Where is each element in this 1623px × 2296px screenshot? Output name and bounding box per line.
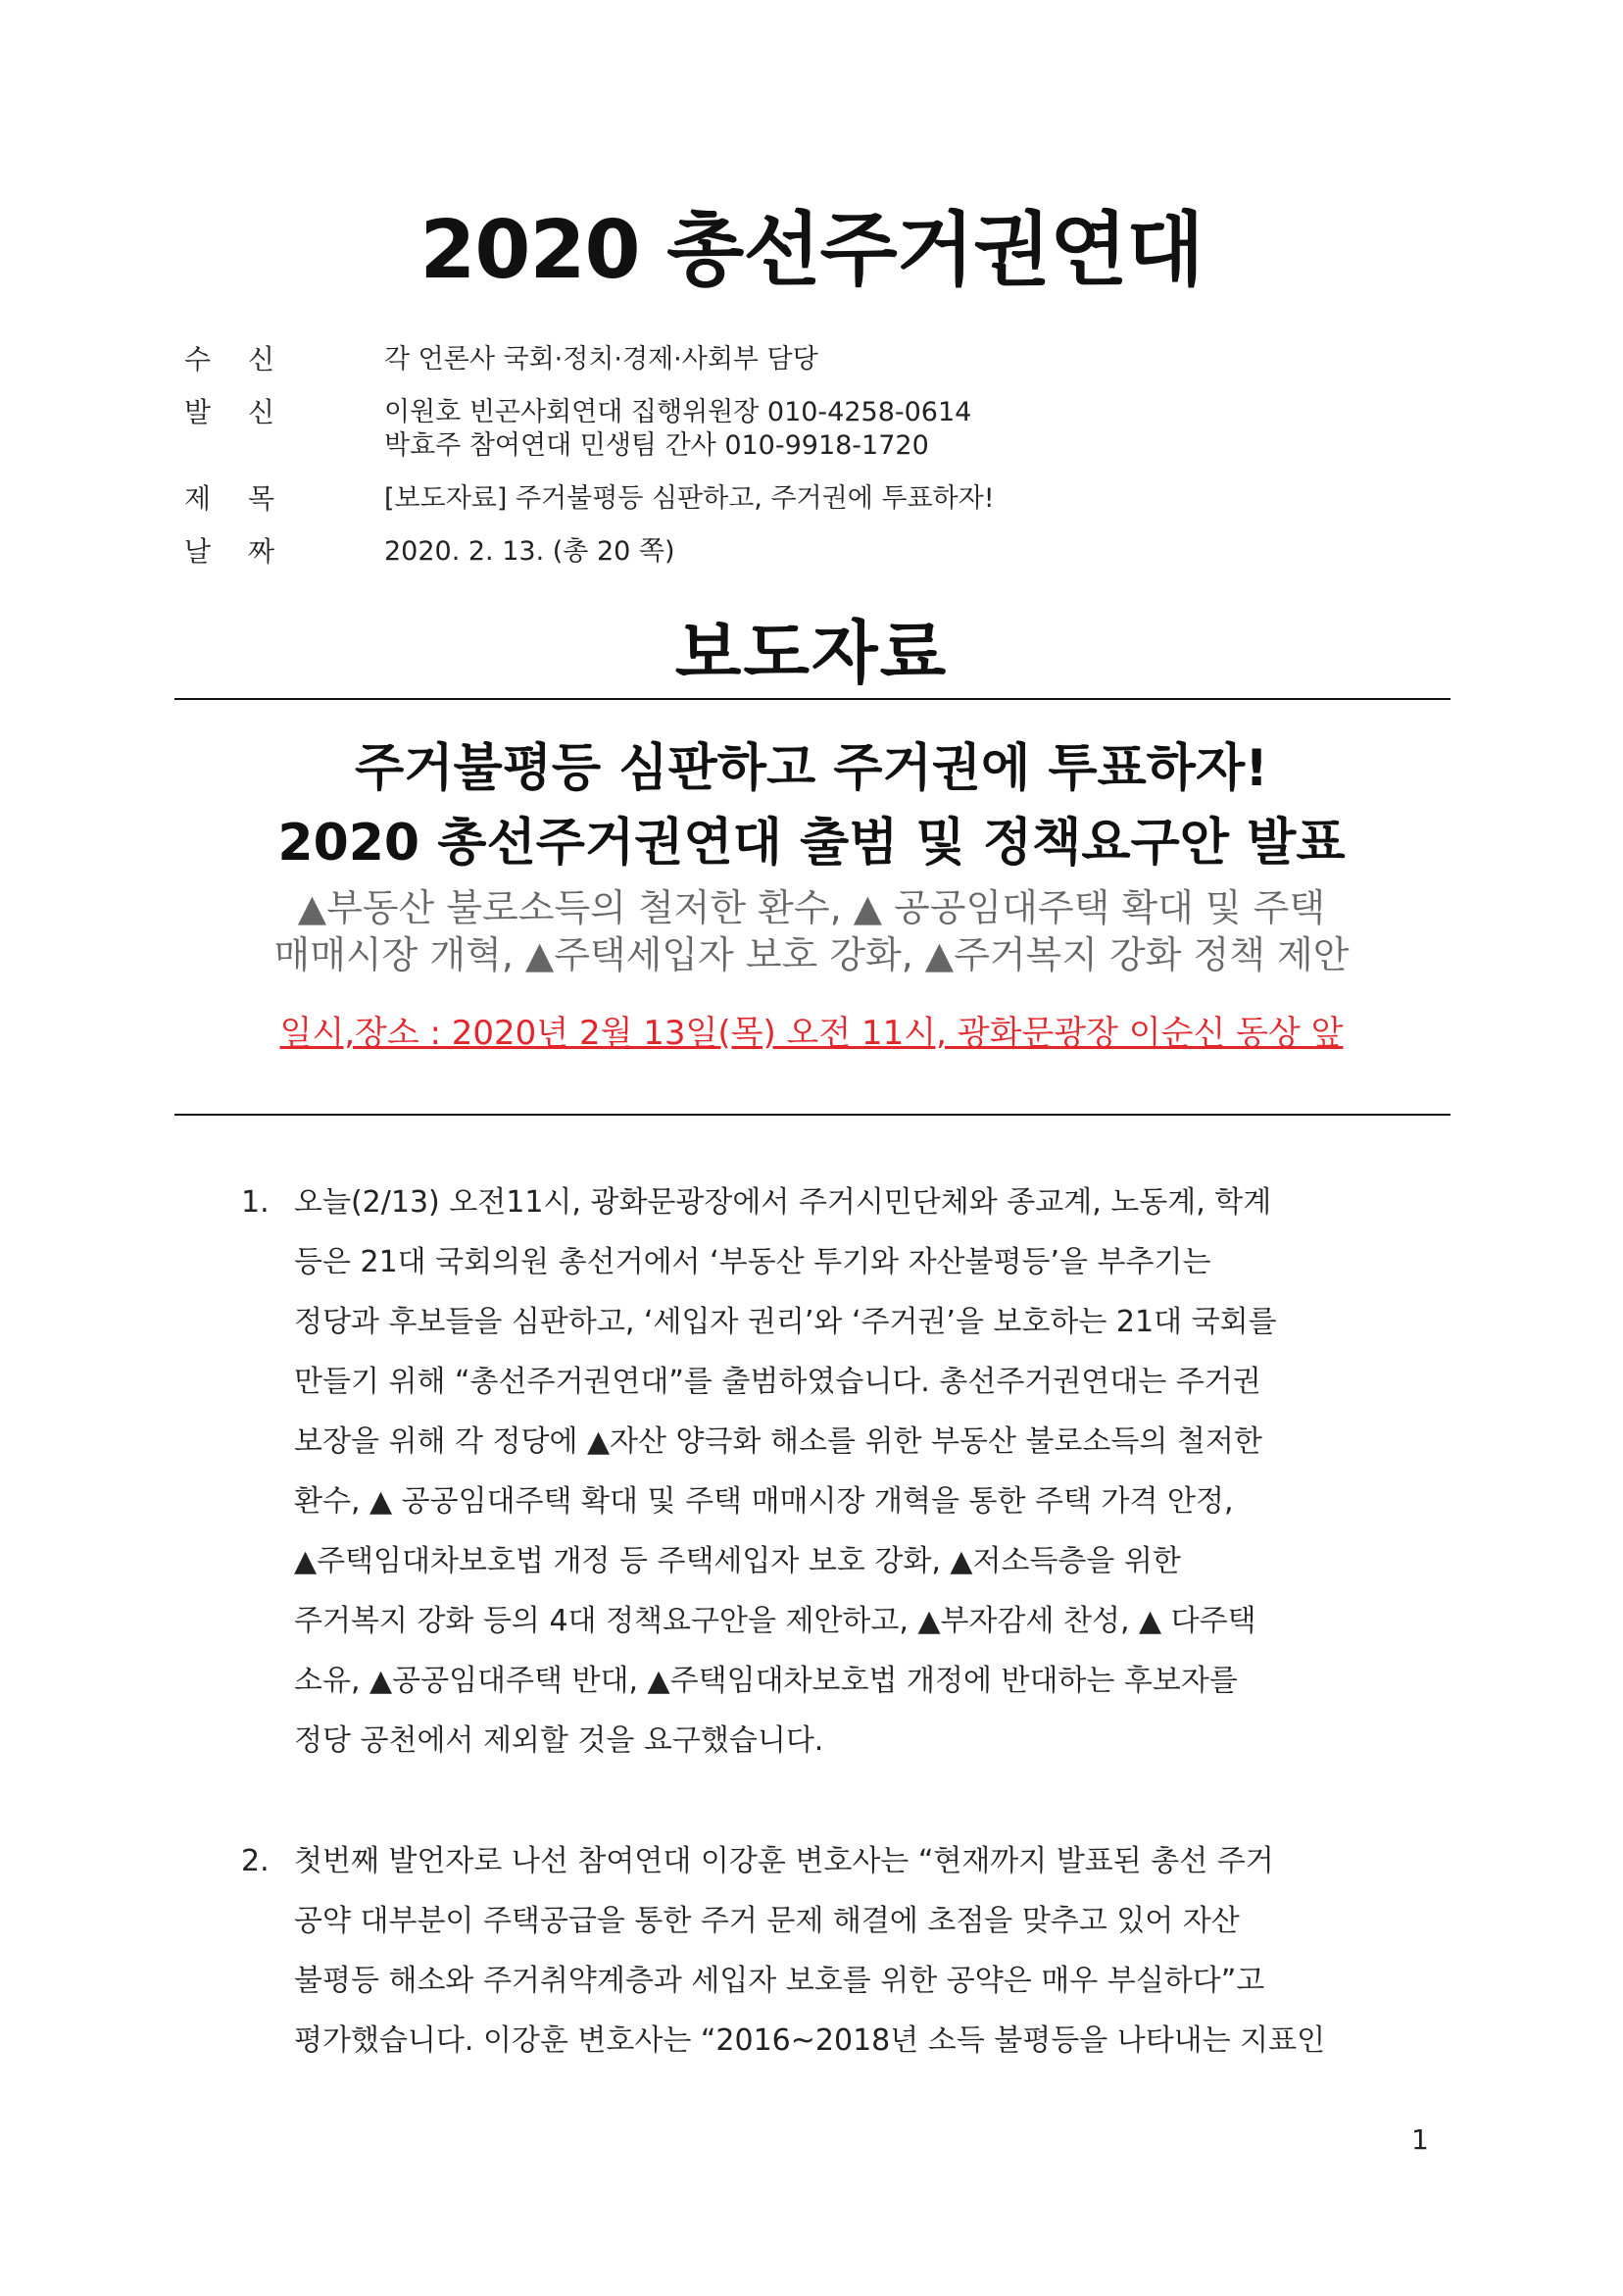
meta-line: 각 언론사 국회·정치·경제·사회부 담당 <box>384 344 818 374</box>
paragraph-line: 불평등 해소와 주거취약계층과 세입자 보호를 위한 공약은 매우 부실하다”고 <box>294 1964 1265 1998</box>
paragraph-1 <box>241 1173 1466 1771</box>
memo-header <box>184 343 1458 588</box>
meta-label-recipient: 수신 <box>184 343 313 375</box>
meta-value-sender <box>384 396 971 463</box>
meta-line: 박효주 참여연대 민생팀 간사 010-9918-1720 <box>384 430 929 461</box>
headline-line: 주거불평등 심판하고 주거권에 투표하자! <box>355 739 1268 798</box>
paragraph-number: 2. <box>241 1844 270 1878</box>
meta-row-subject <box>184 482 1458 516</box>
organization-title: 2020 총선주거권연대 <box>419 204 1204 297</box>
meta-line: 2020. 2. 13. (총 20 쪽) <box>384 536 675 567</box>
subhead-line: 매매시장 개혁, ▲주택세입자 보호 강화, ▲주거복지 강화 정책 제안 <box>273 933 1350 976</box>
paragraph-line: 보장을 위해 각 정당에 ▲자산 양극화 해소를 위한 부동산 불로소득의 철저한 <box>294 1424 1262 1459</box>
press-release-title: 보도자료 <box>674 613 949 693</box>
paragraph-line: 소유, ▲공공임대주택 반대, ▲주택임대차보호법 개정에 반대하는 후보자를 <box>294 1664 1238 1698</box>
headline <box>0 731 1623 880</box>
subheadline <box>0 884 1623 978</box>
meta-row-date <box>184 535 1458 569</box>
divider-bottom <box>174 1114 1451 1116</box>
paragraph-line: 주거복지 강화 등의 4대 정책요구안을 제안하고, ▲부자감세 찬성, ▲ 다주택 <box>294 1604 1256 1638</box>
divider-top <box>174 698 1451 700</box>
paragraph-line: 등은 21대 국회의원 총선거에서 ‘부동산 투기와 자산불평등’을 부추기는 <box>294 1245 1211 1279</box>
meta-label-subject: 제목 <box>184 482 313 515</box>
paragraph-lines <box>294 1173 1277 1771</box>
headline-line: 2020 총선주거권연대 출범 및 정책요구안 발표 <box>277 814 1346 873</box>
paragraph-line: 공약 대부분이 주택공급을 통한 주거 문제 해결에 초점을 맞추고 있어 자산 <box>294 1904 1240 1938</box>
meta-value-subject <box>384 482 995 516</box>
meta-row-recipient <box>184 343 1458 376</box>
paragraph-lines <box>294 1831 1325 2071</box>
paragraph-line: 환수, ▲ 공공임대주택 확대 및 주택 매매시장 개혁을 통한 주택 가격 안정, <box>294 1484 1234 1519</box>
paragraph-number: 1. <box>241 1185 270 1220</box>
paragraph-line: 정당과 후보들을 심판하고, ‘세입자 권리’와 ‘주거권’을 보호하는 21대 국회를 <box>294 1305 1277 1339</box>
paragraph-line: 평가했습니다. 이강훈 변호사는 “2016~2018년 소득 불평등을 나타내는 지표인 <box>294 2023 1326 2058</box>
paragraph-line: 정당 공천에서 제외할 것을 요구했습니다. <box>294 1723 824 1758</box>
meta-label-date: 날짜 <box>184 535 313 568</box>
paragraph-line: 만들기 위해 “총선주거권연대”를 출범하였습니다. 총선주거권연대는 주거권 <box>294 1365 1261 1399</box>
paragraph-line: 첫번째 발언자로 나선 참여연대 이강훈 변호사는 “현재까지 발표된 총선 주거 <box>294 1844 1274 1878</box>
body-text <box>241 1173 1466 2131</box>
meta-value-recipient <box>384 343 818 376</box>
page-number: 1 <box>1411 2123 1429 2156</box>
meta-line: [보도자료] 주거불평등 심판하고, 주거권에 투표하자! <box>384 483 995 514</box>
meta-label-sender: 발신 <box>184 396 313 428</box>
paragraph-line: ▲주택임대차보호법 개정 등 주택세입자 보호 강화, ▲저소득층을 위한 <box>294 1544 1181 1578</box>
paragraph-line: 오늘(2/13) 오전11시, 광화문광장에서 주거시민단체와 종교계, 노동계, 학계 <box>294 1185 1272 1220</box>
meta-row-sender <box>184 396 1458 463</box>
event-time-location: 일시,장소 : 2020년 2월 13일(목) 오전 11시, 광화문광장 이순신 동상 앞 <box>279 1014 1344 1053</box>
meta-value-date <box>384 535 675 569</box>
subhead-line: ▲부동산 불로소득의 철저한 환수, ▲ 공공임대주택 확대 및 주택 <box>297 886 1326 929</box>
meta-line: 이원호 빈곤사회연대 집행위원장 010-4258-0614 <box>384 397 972 427</box>
paragraph-2 <box>241 1831 1466 2071</box>
